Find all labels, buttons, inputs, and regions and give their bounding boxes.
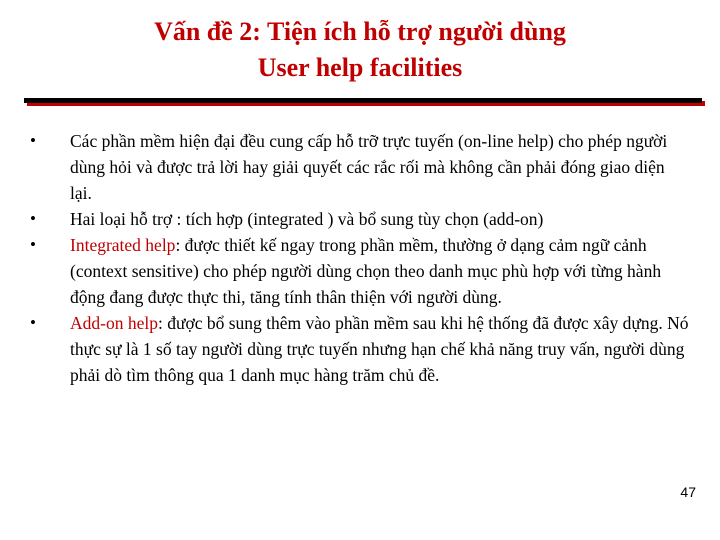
page-number: 47 bbox=[680, 484, 696, 500]
title-line-1: Vấn đề 2: Tiện ích hỗ trợ người dùng bbox=[154, 17, 566, 46]
bullet-text: Các phần mềm hiện đại đều cung cấp hỗ trỡ trực tuyến (on-line help) cho phép người dùng hỏi và được trả lời hay giải quyết các rắc rối mà không cần phải đóng giao diện lại. bbox=[70, 131, 668, 203]
bullet-dot-icon: • bbox=[30, 131, 36, 150]
title-line-2: User help facilities bbox=[257, 53, 463, 82]
bullet-dot-icon: • bbox=[30, 209, 36, 228]
bullet-item-modern-software bbox=[30, 128, 690, 206]
slide-title bbox=[0, 14, 720, 86]
bullet-item-help-types bbox=[30, 206, 690, 232]
bullet-dot-icon: • bbox=[30, 313, 36, 332]
bullet-text: : được thiết kế ngay trong phần mềm, thường ở dạng cảm ngữ cảnh (context sensitive) cho phép người dùng chọn theo danh mục phù hợp với từng hành động đang được thực thi, tăng tính thân thiện với người dùng. bbox=[70, 235, 662, 307]
addon-help-term: Add-on help bbox=[70, 313, 158, 333]
bullet-item-integrated-help bbox=[30, 232, 690, 310]
bullet-text: Hai loại hỗ trợ : tích hợp (integrated ) và bổ sung tùy chọn (add-on) bbox=[70, 209, 544, 229]
title-divider bbox=[24, 98, 702, 103]
bullet-item-addon-help bbox=[30, 310, 690, 388]
bullet-list bbox=[30, 128, 690, 388]
integrated-help-term: Integrated help bbox=[70, 235, 176, 255]
bullet-dot-icon: • bbox=[30, 235, 36, 254]
bullet-text: : được bổ sung thêm vào phần mềm sau khi hệ thống đã được xây dựng. Nó thực sự là 1 số tay người dùng trực tuyến nhưng hạn chế khả năng truy vấn, người dùng phải dò tìm thông qua 1 danh mục hàng trăm chủ đề. bbox=[70, 313, 689, 385]
